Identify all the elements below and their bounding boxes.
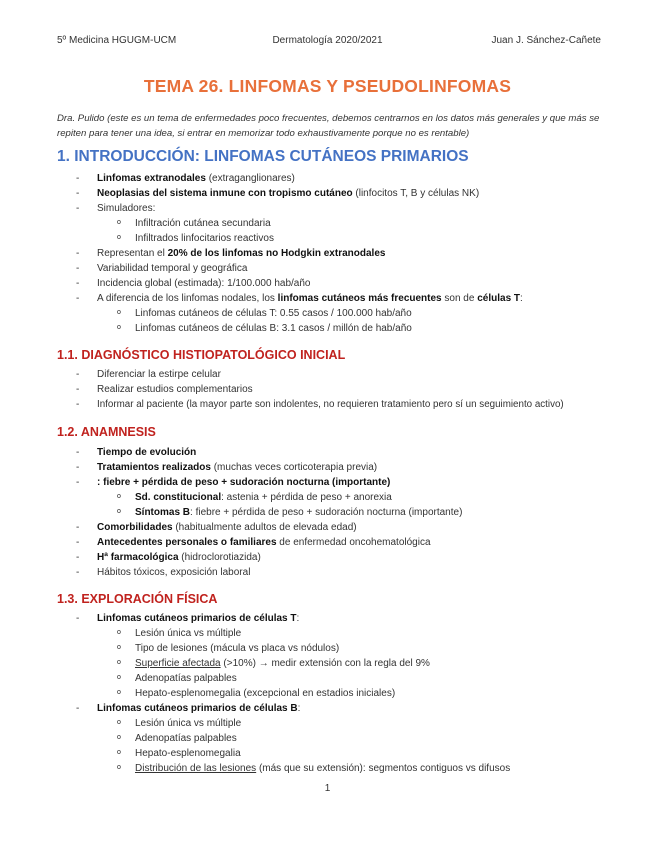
bullet-icon: o [117,309,121,316]
page-title: TEMA 26. LINFOMAS Y PSEUDOLINFOMAS [143,76,512,96]
bullet-icon: o [117,734,121,741]
list-item: Hepato-esplenomegalia (excepcional en estadios iniciales) [135,688,396,699]
list-item: - : fiebre + pérdida de peso + sudoración nocturna (importante) [76,475,369,490]
list-item: Lesión única vs múltiple [135,628,242,639]
list-item: Tipo de lesiones (mácula vs placa vs nódulos) [135,643,340,654]
list-item: - Incidencia global (estimada): 1/100.000 hab/año [76,276,289,291]
bullet-icon: o [117,689,121,696]
section-1-1-heading: 1.1. DIAGNÓSTICO HISTIOPATOLÓGICO INICIAL [57,348,346,362]
header-right: Juan J. Sánchez-Cañete [491,35,601,46]
list-item: - Antecedentes personales o familiares de enfermedad oncohematológica [76,535,410,550]
section-1-2-heading: 1.2. ANAMNESIS [57,425,156,439]
list-item: Distribución de las lesiones (más que su extensión): segmentos contiguos vs difusos [135,763,511,774]
bullet-icon: o [117,493,121,500]
bullet-icon: o [117,674,121,681]
list-item: - Hábitos tóxicos, exposición laboral [76,565,229,580]
list-item: Linfomas cutáneos de células T: 0.55 casos / 100.000 hab/año [135,308,412,319]
bullet-icon: o [117,324,121,331]
bullet-icon: o [117,719,121,726]
list-item: Sd. constitucional: astenia + pérdida de peso + anorexia [135,492,392,503]
list-item: - Tratamientos realizados (muchas veces corticoterapia previa) [76,460,356,475]
list-item: - Linfomas cutáneos primarios de células B: [76,701,279,716]
list-item: Infiltración cutánea secundaria [135,218,271,229]
list-item: - Comorbilidades (habitualmente adultos de elevada edad) [76,520,336,535]
list-item: Adenopatías palpables [135,673,237,684]
list-item: - Diferenciar la estirpe celular [76,367,200,382]
list-item: - Neoplasias del sistema inmune con tropismo cutáneo (linfocitos T, B y células NK) [76,186,458,201]
list-item: Infiltrados linfocitarios reactivos [135,233,274,244]
list-item: - Hª farmacológica (hidroclorotiazida) [76,550,240,565]
list-item: - Linfomas extranodales (extraganglionares) [76,171,274,186]
list-item: - Realizar estudios complementarios [76,382,232,397]
list-item: - Simuladores: [76,201,134,216]
list-item: Hepato-esplenomegalia [135,748,241,759]
list-item: - Tiempo de evolución [76,445,175,460]
section-1-heading: 1. INTRODUCCIÓN: LINFOMAS CUTÁNEOS PRIMARIOS [57,148,469,165]
list-item: - Representan el 20% de los linfomas no Hodgkin extranodales [76,246,364,261]
list-item: - Variabilidad temporal y geográfica [76,261,226,276]
bullet-icon: o [117,219,121,226]
bullet-icon: o [117,659,121,666]
list-item: - A diferencia de los linfomas nodales, los linfomas cutáneos más frecuentes son de células T: [76,291,502,306]
list-item: Síntomas B: fiebre + pérdida de peso + sudoración nocturna (importante) [135,507,463,518]
section-1-3-heading: 1.3. EXPLORACIÓN FÍSICA [57,592,218,606]
page-number: 1 [324,783,331,794]
bullet-icon: o [117,234,121,241]
bullet-icon: o [117,749,121,756]
list-item: Lesión única vs múltiple [135,718,242,729]
list-item: Linfomas cutáneos de células B: 3.1 casos / millón de hab/año [135,323,412,334]
bullet-icon: o [117,629,121,636]
list-item: Adenopatías palpables [135,733,237,744]
intro-note: Dra. Pulido (este es un tema de enfermedades poco frecuentes, debemos centrarnos en los datos más generales y que más se repiten para tener una idea, si entrar en memorizar todo exhaustivamente porque no es rentable) [57,113,600,139]
list-item: - Linfomas cutáneos primarios de células T: [76,611,278,626]
header-center: Dermatología 2020/2021 [272,35,383,46]
bullet-icon: o [117,508,121,515]
list-item: Superficie afectada (>10%) → medir extensión con la regla del 9% [135,658,430,669]
bullet-icon: o [117,764,121,771]
list-item: - Informar al paciente (la mayor parte son indolentes, no requieren tratamiento pero sí un seguimiento activo) [76,397,543,412]
bullet-icon: o [117,644,121,651]
header-left: 5º Medicina HGUGM-UCM [57,35,177,46]
